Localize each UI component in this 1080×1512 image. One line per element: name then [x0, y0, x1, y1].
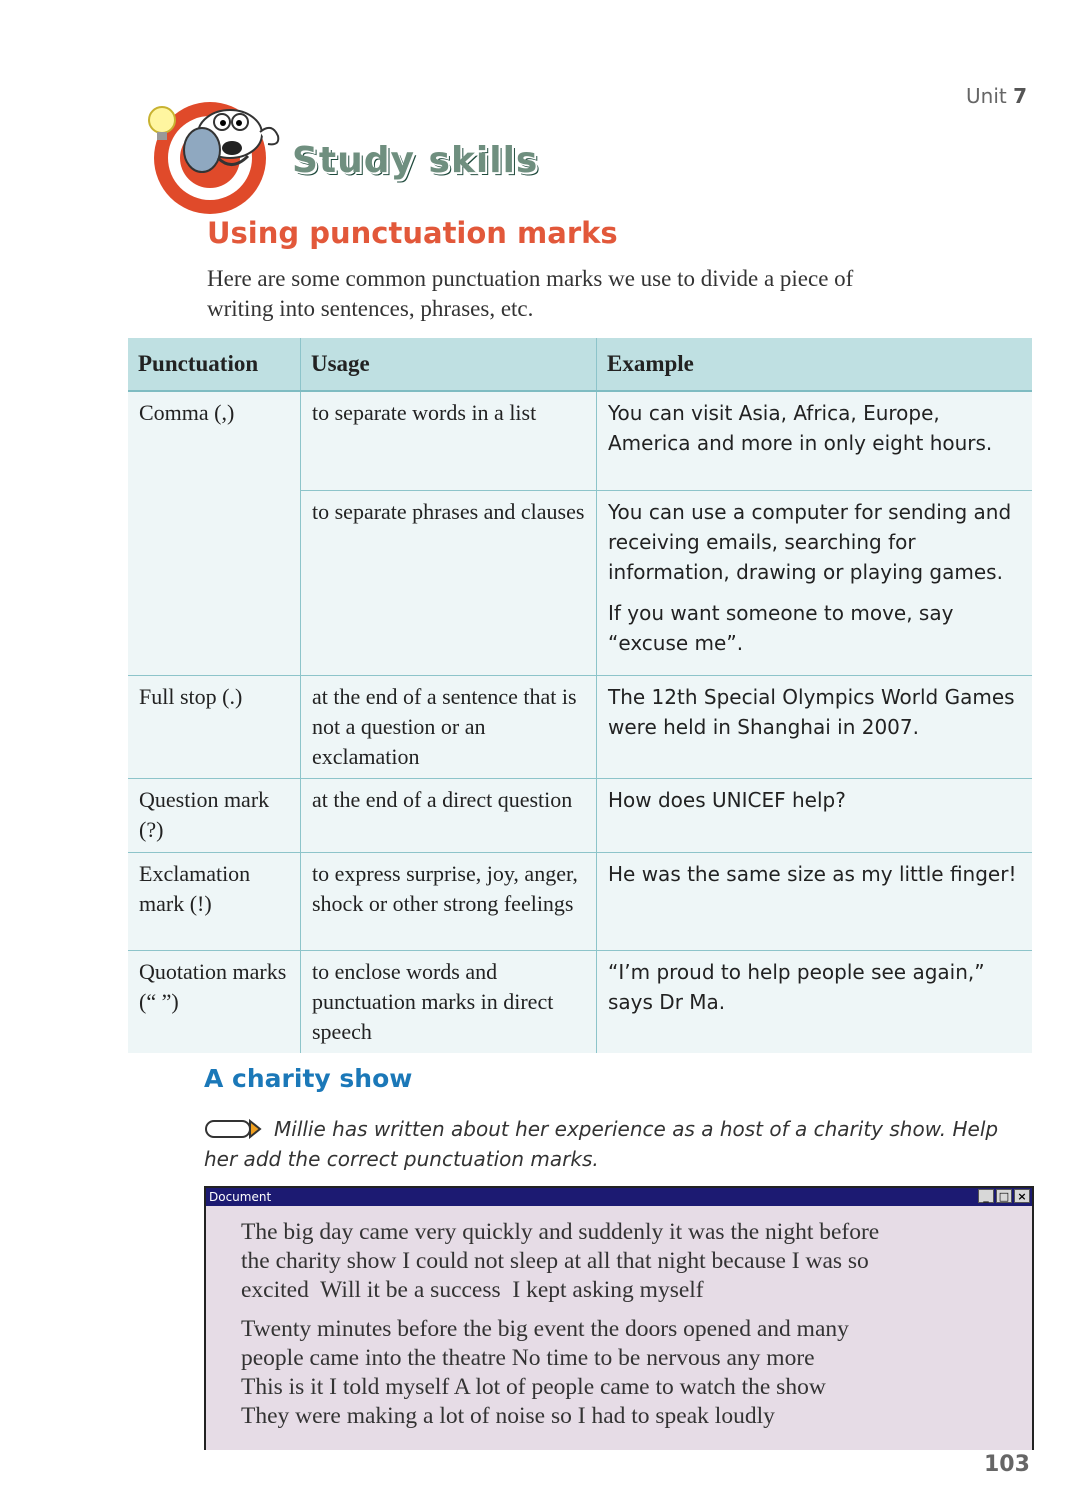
document-line: excited Will it be a success I kept asking myself [241, 1277, 704, 1303]
column-header: Example [597, 338, 1033, 391]
document-paragraph [241, 1218, 1012, 1305]
document-paragraph [241, 1315, 1012, 1431]
punctuation-cell: Exclamation mark (!) [128, 852, 301, 950]
example-cell [597, 391, 1033, 490]
maximize-button[interactable]: □ [996, 1189, 1012, 1203]
punctuation-cell: Question mark (?) [128, 778, 301, 852]
usage-cell: at the end of a direct question [301, 778, 597, 852]
banner-title: Study skills [292, 140, 539, 181]
charity-show-title: A charity show [204, 1064, 413, 1093]
pencil-icon [204, 1118, 262, 1140]
example-cell [597, 675, 1033, 778]
usage-cell: to express surprise, joy, anger, shock or other strong feelings [301, 852, 597, 950]
usage-cell: to enclose words and punctuation marks in direct speech [301, 950, 597, 1053]
exercise-instruction [204, 1114, 1024, 1174]
document-line: The big day came very quickly and suddenly it was the night before [241, 1219, 880, 1245]
example-cell [597, 852, 1033, 950]
intro-line: Here are some common punctuation marks we use to divide a piece of [207, 266, 854, 291]
intro-line: writing into sentences, phrases, etc. [207, 296, 534, 321]
table-header-row [128, 338, 1032, 391]
intro-text [207, 264, 997, 324]
document-line: Twenty minutes before the big event the doors opened and many [241, 1316, 849, 1342]
page-number: 103 [984, 1452, 1030, 1477]
usage-cell: to separate phrases and clauses [301, 490, 597, 675]
column-header: Punctuation [128, 338, 301, 391]
punctuation-cell: Full stop (.) [128, 675, 301, 778]
example-text: He was the same size as my little finger! [608, 861, 1017, 886]
document-line: This is it I told myself A lot of people came to watch the show [241, 1374, 826, 1400]
section-title: Using punctuation marks [207, 216, 618, 250]
document-body [206, 1206, 1032, 1431]
example-cell [597, 490, 1033, 675]
document-line: the charity show I could not sleep at all that night because I was so [241, 1248, 869, 1274]
document-titlebar [206, 1188, 1032, 1206]
minimize-button[interactable]: _ [978, 1189, 994, 1203]
study-skills-mascot-icon [140, 92, 290, 217]
instruction-text: Millie has written about her experience as a host of a charity show. Help her add the correct punctuation marks. [204, 1117, 999, 1171]
usage-cell: at the end of a sentence that is not a question or an exclamation [301, 675, 597, 778]
example-text: The 12th Special Olympics World Games were held in Shanghai in 2007. [608, 684, 1015, 739]
unit-number: 7 [1013, 84, 1027, 108]
close-button[interactable]: × [1014, 1189, 1030, 1203]
document-window [204, 1186, 1034, 1450]
window-controls [978, 1189, 1030, 1203]
example-text: You can visit Asia, Africa, Europe, America and more in only eight hours. [608, 401, 993, 455]
punctuation-cell: Quotation marks (“ ”) [128, 950, 301, 1053]
example-text: If you want someone to move, say “excuse me”. [608, 600, 954, 655]
usage-cell: to separate words in a list [301, 391, 597, 490]
table-row [128, 391, 1032, 490]
table-row [128, 852, 1032, 950]
punctuation-cell: Comma (,) [128, 391, 301, 675]
column-header: Usage [301, 338, 597, 391]
punctuation-table [128, 338, 1032, 1053]
example-text: How does UNICEF help? [608, 787, 846, 812]
example-cell [597, 950, 1033, 1053]
table-row [128, 950, 1032, 1053]
example-cell [597, 778, 1033, 852]
table-row [128, 778, 1032, 852]
example-text: “I’m proud to help people see again,” says Dr Ma. [608, 959, 985, 1014]
document-window-title: Document [209, 1190, 272, 1204]
example-text: You can use a computer for sending and receiving emails, searching for information, drawing or playing games. [608, 499, 1012, 584]
document-line: They were making a lot of noise so I had to speak loudly [241, 1403, 775, 1429]
document-line: people came into the theatre No time to be nervous any more [241, 1345, 815, 1371]
unit-prefix: Unit [966, 84, 1007, 108]
unit-label [966, 84, 1027, 108]
table-row [128, 675, 1032, 778]
